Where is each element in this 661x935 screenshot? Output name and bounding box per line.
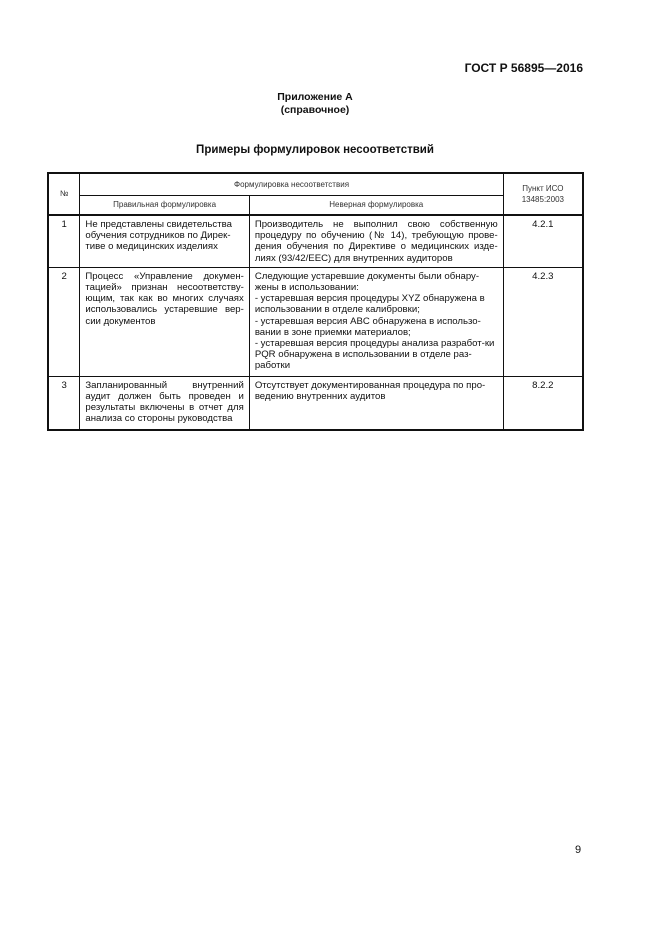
table-subheader-row: [48, 195, 583, 215]
header-num: №: [48, 173, 80, 215]
section-heading: Примеры формулировок несоответствий: [196, 144, 434, 156]
row-num: 1: [48, 215, 80, 267]
row-correct: Процесс «Управление докумен-тацией» признан несоответству-ющим, так как во многих случаях использовались устаревшие вер-сии документов: [80, 267, 249, 376]
row-iso: 4.2.1: [503, 215, 583, 267]
row-iso: 4.2.3: [503, 267, 583, 376]
header-iso: Пункт ИСО 13485:2003: [503, 173, 583, 215]
appendix-title: [0, 91, 630, 117]
row-incorrect: Производитель не выполнил свою собственную процедуру по обучению (№ 14), требующую прове-дения обучения по Директиве о медицинских изде-лиях (93/42/EEC) для внутренних аудиторов: [249, 215, 503, 267]
nonconformity-table: [47, 172, 584, 431]
row-iso: 8.2.2: [503, 376, 583, 430]
page-number: 9: [575, 844, 582, 856]
table-header-row: [48, 173, 583, 195]
header-correct: Правильная формулировка: [80, 195, 249, 215]
row-incorrect: Отсутствует документированная процедура по про-ведению внутренних аудитов: [249, 376, 503, 430]
row-incorrect: Следующие устаревшие документы были обнару-жены в использовании: - устаревшая версия процедуры XYZ обнаружена в использовании в отделе калибровки; - устаревшая версия ABC обнаружена в использо-вании в зоне приемки материалов; - устаревшая версия процедуры анализа разработ-ки PQR обнаружена в использовании в отделе раз-работки: [249, 267, 503, 376]
row-correct: Запланированный внутренний аудит должен быть проведен и результаты включены в отчет для анализа со стороны руководства: [80, 376, 249, 430]
table-row: [48, 267, 583, 376]
header-group: Формулировка несоответствия: [80, 173, 503, 195]
header-incorrect: Неверная формулировка: [249, 195, 503, 215]
table-row: [48, 376, 583, 430]
row-num: 2: [48, 267, 80, 376]
appendix-label: Приложение А: [277, 91, 353, 103]
appendix-subtitle: (справочное): [280, 104, 350, 116]
row-correct: Не представлены свидетельства обучения сотрудников по Дирек-тиве о медицинских изделиях: [80, 215, 249, 267]
table-row: [48, 215, 583, 267]
document-code: ГОСТ Р 56895—2016: [464, 61, 583, 75]
row-num: 3: [48, 376, 80, 430]
